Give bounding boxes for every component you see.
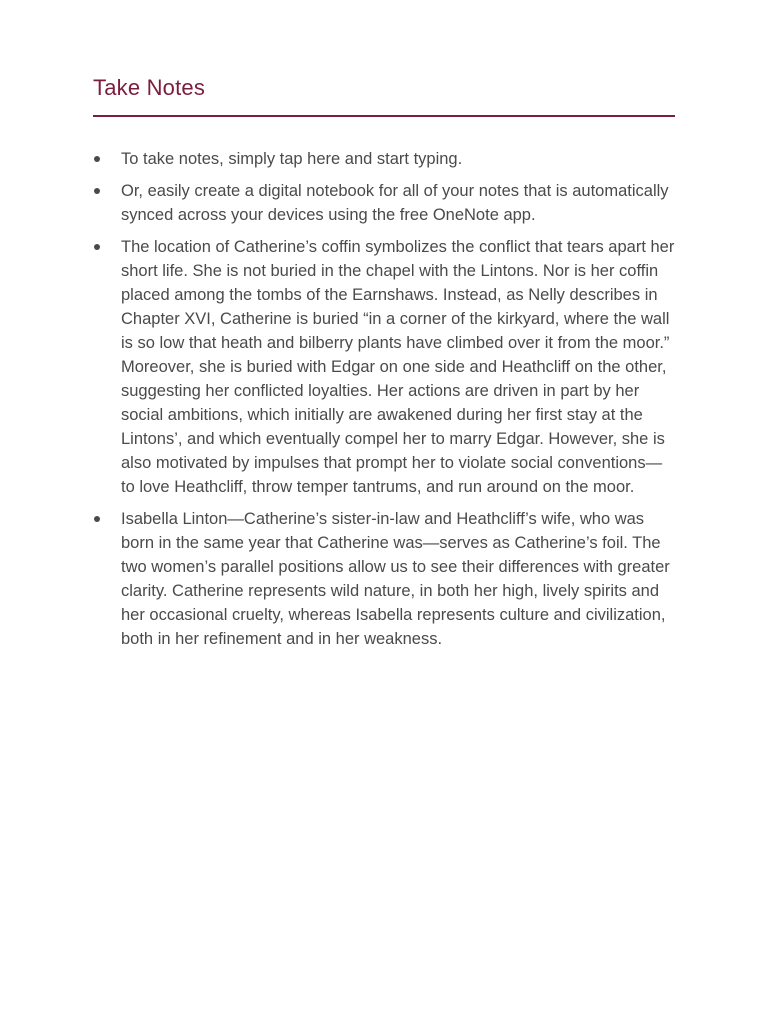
list-item[interactable] (93, 179, 675, 227)
note-text[interactable]: The location of Catherine’s coffin symbolizes the conflict that tears apart her short life. She is not buried in the chapel with the Lintons. Nor is her coffin placed among the tombs of the Earnshaws. Instead, as Nelly describes in Chapter XVI, Catherine is buried “in a corner of the kirkyard, where the wall is so low that heath and bilberry plants have climbed over it from the moor.” Moreover, she is buried with Edgar on one side and Heathcliff on the other, suggesting her conflicted loyalties. Her actions are driven in part by her social ambitions, which initially are awakened during her first stay at the Lintons’, and which eventually compel her to marry Edgar. However, she is also motivated by impulses that prompt her to violate social conventions—to love Heathcliff, throw temper tantrums, and run around on the moor. (121, 238, 675, 496)
bullet-icon (94, 244, 100, 250)
notes-list[interactable] (93, 147, 675, 651)
note-text[interactable]: To take notes, simply tap here and start typing. (121, 150, 463, 168)
list-item[interactable] (93, 147, 675, 171)
title-divider (93, 115, 675, 117)
bullet-icon (94, 188, 100, 194)
list-item[interactable] (93, 235, 675, 499)
note-text[interactable]: Isabella Linton—Catherine’s sister-in-law and Heathcliff’s wife, who was born in the same year that Catherine was—serves as Catherine’s foil. The two women’s parallel positions allow us to see their differences with greater clarity. Catherine represents wild nature, in both her high, lively spirits and her occasional cruelty, whereas Isabella represents culture and civilization, both in her refinement and in her weakness. (121, 510, 670, 648)
bullet-icon (94, 156, 100, 162)
list-item[interactable] (93, 507, 675, 651)
page-title: Take Notes (93, 75, 206, 100)
note-text[interactable]: Or, easily create a digital notebook for all of your notes that is automatically synced across your devices using the free OneNote app. (121, 182, 669, 224)
bullet-icon (94, 516, 100, 522)
